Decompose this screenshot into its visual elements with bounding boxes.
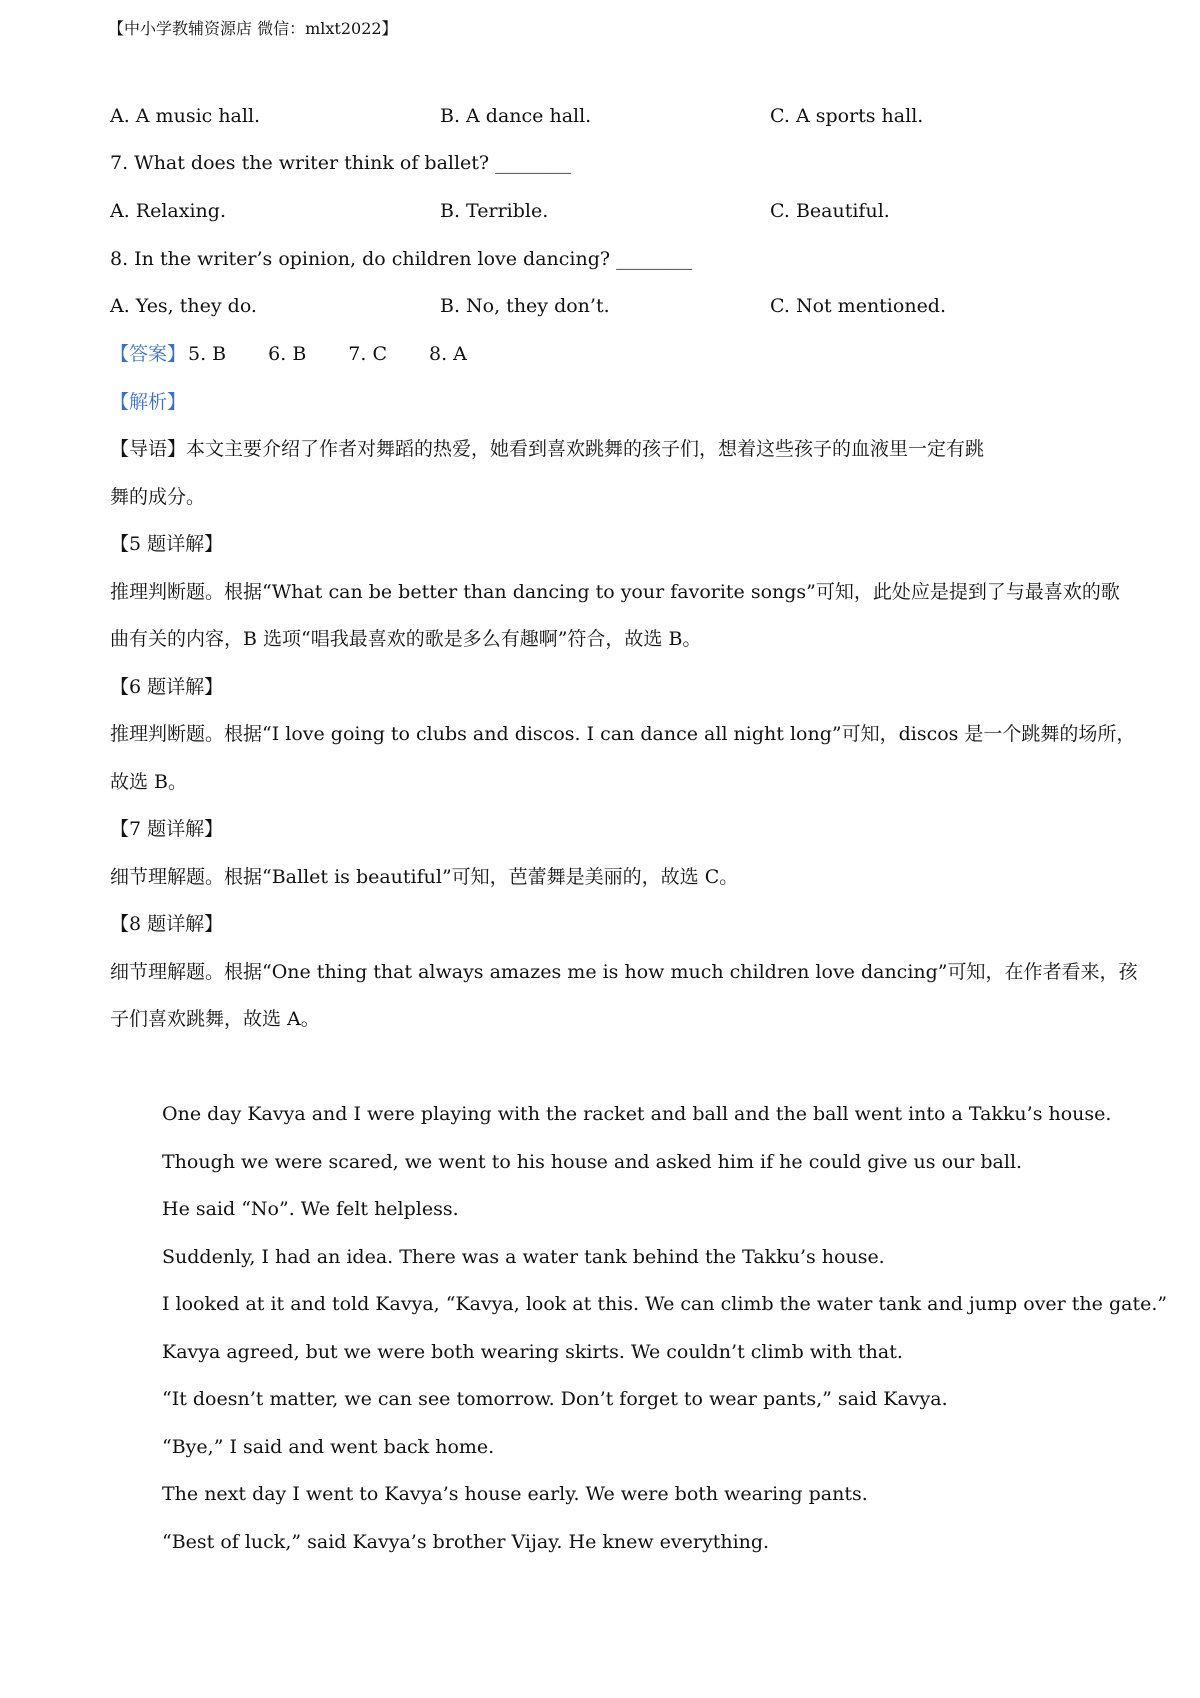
detail-5-line-2: 曲有关的内容，B 选项“唱我最喜欢的歌是多么有趣啊”符合，故选 B。 [110, 628, 702, 650]
page-header: 【中小学教辅资源店 微信：mlxt2022】 [108, 19, 398, 38]
story-line: “It doesn’t matter, we can see tomorrow. Don’t forget to wear pants,” said Kavya. [162, 1388, 948, 1410]
story-line: I looked at it and told Kavya, “Kavya, look at this. We can climb the water tank and jump over the gate.” [162, 1293, 1168, 1315]
detail-8-line-1: 细节理解题。根据“One thing that always amazes me is how much children love dancing”可知，在作者看来，孩 [110, 961, 1138, 983]
detail-5-title: 【5 题详解】 [110, 533, 224, 555]
answer-item: 8. A [429, 343, 467, 365]
q7-option-c: C. Beautiful. [770, 200, 890, 222]
story-line: Kavya agreed, but we were both wearing skirts. We couldn’t climb with that. [162, 1341, 903, 1363]
detail-5-line-1: 推理判断题。根据“What can be better than dancing to your favorite songs”可知，此处应是提到了与最喜欢的歌 [110, 581, 1120, 603]
detail-7-line-1: 细节理解题。根据“Ballet is beautiful”可知，芭蕾舞是美丽的，故选 C。 [110, 866, 739, 888]
answer-label: 【答案】 [110, 343, 187, 365]
detail-7-title: 【7 题详解】 [110, 818, 224, 840]
q7-option-b: B. Terrible. [440, 200, 549, 222]
analysis-label: 【解析】 [110, 391, 187, 413]
detail-8-title: 【8 题详解】 [110, 913, 224, 935]
story-line: One day Kavya and I were playing with the racket and ball and the ball went into a Takku’s house. [162, 1103, 1112, 1125]
q7-stem: 7. What does the writer think of ballet? ________ [110, 152, 572, 174]
answer-item: 5. B [188, 343, 227, 365]
q6-option-b: B. A dance hall. [440, 105, 592, 127]
q8-option-c: C. Not mentioned. [770, 295, 947, 317]
detail-6-line-1: 推理判断题。根据“I love going to clubs and discos. I can dance all night long”可知，discos 是一个跳舞的场所， [110, 723, 1136, 745]
intro-line-1: 【导语】本文主要介绍了作者对舞蹈的热爱，她看到喜欢跳舞的孩子们，想着这些孩子的血液里一定有跳 [110, 438, 985, 460]
q6-option-c: C. A sports hall. [770, 105, 924, 127]
q6-option-a: A. A music hall. [110, 105, 261, 127]
story-line: Suddenly, I had an idea. There was a water tank behind the Takku’s house. [162, 1246, 885, 1268]
detail-6-line-2: 故选 B。 [110, 771, 188, 793]
story-line: Though we were scared, we went to his house and asked him if he could give us our ball. [162, 1151, 1023, 1173]
answer-row [110, 342, 467, 366]
detail-8-line-2: 子们喜欢跳舞，故选 A。 [110, 1008, 320, 1030]
story-line: “Best of luck,” said Kavya’s brother Vijay. He knew everything. [162, 1531, 770, 1553]
answer-item: 7. C [348, 343, 388, 365]
answer-item: 6. B [268, 343, 307, 365]
q8-option-b: B. No, they don’t. [440, 295, 610, 317]
q8-stem: 8. In the writer’s opinion, do children love dancing? ________ [110, 248, 693, 270]
intro-line-2: 舞的成分。 [110, 486, 206, 508]
story-line: The next day I went to Kavya’s house early. We were both wearing pants. [162, 1483, 868, 1505]
detail-6-title: 【6 题详解】 [110, 676, 224, 698]
story-line: “Bye,” I said and went back home. [162, 1436, 495, 1458]
story-line: He said “No”. We felt helpless. [162, 1198, 459, 1220]
q8-option-a: A. Yes, they do. [110, 295, 257, 317]
q7-option-a: A. Relaxing. [110, 200, 226, 222]
